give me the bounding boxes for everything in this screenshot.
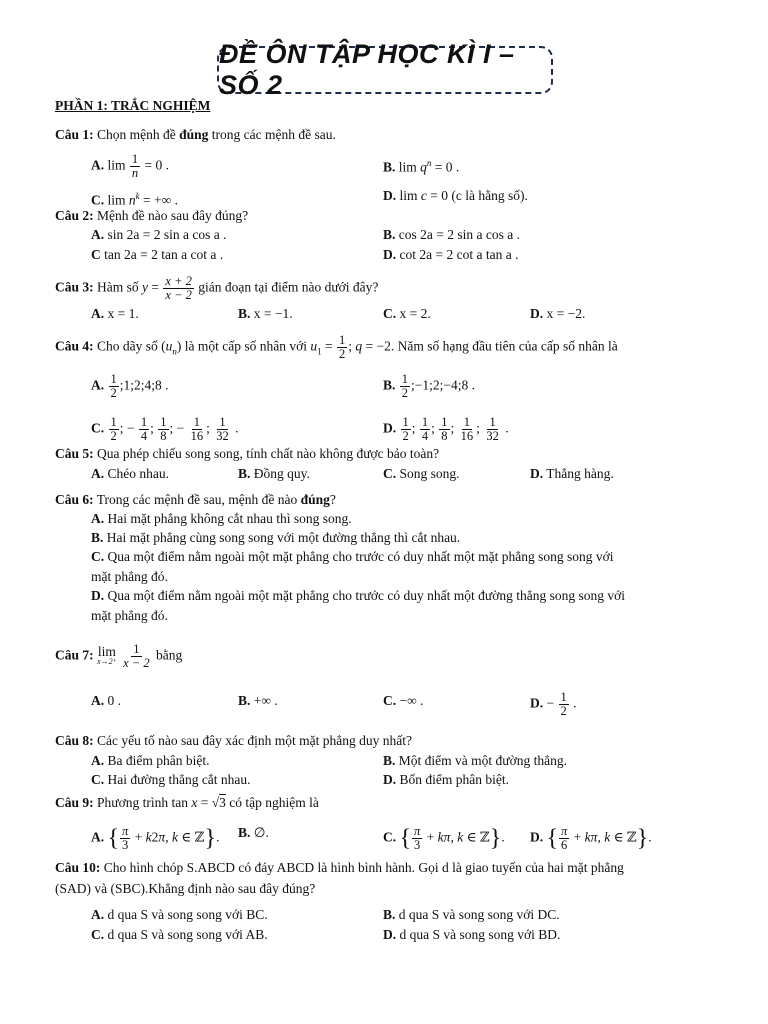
q3-option-c: C. x = 2. (383, 306, 431, 321)
option-label: B. (383, 159, 396, 175)
part-heading: PHẦN 1: TRẮC NGHIỆM (55, 98, 211, 113)
q1-option-a: A. lim $\frac{1}{n}$ = 0 . (91, 152, 170, 180)
option-text: −∞ . (399, 693, 424, 708)
question-number: Câu 3: (55, 279, 94, 295)
option-text: +∞ . (253, 693, 278, 708)
option-text: Qua một điểm nằm ngoài một mặt phẳng cho trước có duy nhất một mặt phẳng song song với (107, 549, 614, 564)
q8-option-d: D. Bốn điểm phân biệt. (383, 772, 509, 787)
option-text: x = −2. (546, 306, 586, 321)
q5-option-b: B. Đồng quy. (238, 466, 310, 481)
option-text: Song song. (399, 466, 460, 481)
q6-option-d: D. Qua một điểm nằm ngoài một mặt phẳng cho trước có duy nhất một đường thẳng song song với (91, 588, 625, 603)
q9-option-a: A. { $\frac{\pi}{3}$ + k2π, k ∈ ℤ}. (91, 824, 220, 852)
q8-option-c: C. Hai đường thẳng cắt nhau. (91, 772, 251, 787)
question-2 (55, 208, 248, 224)
question-text: trong các mệnh đề sau. (208, 127, 336, 142)
question-1 (55, 127, 336, 143)
q10-option-a: A. d qua S và song song với BC. (91, 907, 268, 922)
option-text: d qua S và song song với BC. (107, 907, 268, 922)
q6-option-c-cont: mặt phẳng đó. (91, 569, 168, 584)
question-text: Cho dãy số (97, 338, 158, 354)
q7-option-d: D. − $\frac{1}{2}$ . (530, 690, 577, 718)
option-label: A. (91, 157, 105, 173)
q9-option-d: D. { $\frac{\pi}{6}$ + kπ, k ∈ ℤ}. (530, 824, 652, 852)
q1-option-b: B. $\lim q^n = 0$ . (383, 158, 460, 175)
option-text: Hai mặt phẳng không cắt nhau thì song song. (107, 511, 352, 526)
question-7 (55, 643, 182, 670)
option-text: x = 1. (107, 306, 139, 321)
q6-option-d-cont: mặt phẳng đó. (91, 608, 168, 623)
q7-option-b: B. +∞ . (238, 693, 278, 708)
q2-option-c: C tan 2a = 2 tan a cot a . (91, 247, 224, 262)
option-text: cot 2a = 2 cot a tan a . (399, 247, 519, 262)
q5-option-d: D. Thẳng hàng. (530, 466, 614, 481)
question-text: ? (329, 492, 336, 507)
option-text: x = −1. (253, 306, 293, 321)
question-text: Qua phép chiếu song song, tính chất nào không được bảo toàn? (97, 446, 440, 461)
option-label: D. (383, 188, 397, 203)
option-text: d qua S và song song với BD. (399, 927, 561, 942)
question-emphasis: đúng (300, 492, 330, 507)
option-text: Hai đường thẳng cắt nhau. (107, 772, 251, 787)
q2-option-b: B. cos 2a = 2 sin a cos a . (383, 227, 520, 242)
q4-option-d: D. $\frac{1}{2}$ ; $\frac{1}{4}$ ; $\frac{1}{8}$ ; $\frac{1}{16}$ ; $\frac{1}{32}$ . (383, 415, 509, 443)
fraction: $\frac{x + 2}{x - 2}$ (165, 274, 192, 302)
q9-option-b: B. ∅. (238, 825, 269, 840)
q3-option-b: B. x = −1. (238, 306, 293, 321)
option-text: Hai mặt phẳng cùng song song với một đường thẳng thì cắt nhau. (106, 530, 461, 545)
question-3: Câu 3: Hàm số y = $\frac{x + 2}{x - 2}$ gián đoạn tại điểm nào dưới đây? (55, 274, 379, 302)
option-text: Một điểm và một đường thẳng. (398, 753, 567, 768)
q7-option-a: A. 0 . (91, 693, 121, 708)
question-text: Hàm số (97, 279, 139, 295)
option-text: d qua S và song song với AB. (107, 927, 268, 942)
question-text: là một cấp số nhân với (184, 338, 308, 354)
option-text: ∅. (253, 825, 269, 840)
option-text: Đồng quy. (253, 466, 310, 481)
q5-option-c: C. Song song. (383, 466, 460, 481)
question-number: Câu 7: (55, 647, 94, 663)
option-text: Ba điểm phân biệt. (107, 753, 210, 768)
q6-option-a: A. Hai mặt phẳng không cắt nhau thì song song. (91, 511, 352, 526)
option-text: ;1;2;4;8 . (119, 377, 169, 393)
q9-option-c: C. { $\frac{\pi}{3}$ + kπ, k ∈ ℤ}. (383, 824, 505, 852)
option-text: x = 2. (399, 306, 431, 321)
fraction: $\frac{1}{2}$ (339, 333, 346, 361)
q4-option-c: C. $\frac{1}{2}$ ; − $\frac{1}{4}$ ; $\frac{1}{8}$ ; − $\frac{1}{16}$ ; $\frac{1}{32}$ . (91, 415, 239, 443)
title-box (217, 39, 553, 100)
q6-option-b: B. Hai mặt phẳng cùng song song với một đường thẳng thì cắt nhau. (91, 530, 461, 545)
q3-option-d: D. x = −2. (530, 306, 586, 321)
q8-option-a: A. Ba điểm phân biệt. (91, 753, 210, 768)
q2-option-a: A. sin 2a = 2 sin a cos a . (91, 227, 227, 242)
question-10-cont: (SAD) và (SBC).Khẳng định nào sau đây đúng? (55, 881, 316, 896)
fraction: $\frac{1}{n}$ (131, 152, 139, 180)
question-text: Trong các mệnh đề sau, mệnh đề nào (96, 492, 301, 507)
option-text: Thẳng hàng. (546, 466, 614, 481)
q10-option-c: C. d qua S và song song với AB. (91, 927, 268, 942)
option-text: Chéo nhau. (107, 466, 169, 481)
question-number: Câu 6: (55, 492, 94, 507)
question-text: có tập nghiệm là (229, 795, 319, 810)
question-number: Câu 2: (55, 208, 94, 223)
question-6 (55, 492, 336, 508)
question-number: Câu 8: (55, 733, 94, 748)
question-emphasis: đúng (179, 127, 209, 142)
option-text: ;−1;2;−4;8 . (411, 377, 475, 393)
option-text: sin 2a = 2 sin a cos a . (107, 227, 227, 242)
question-text: Chọn mệnh đề (97, 127, 180, 142)
question-number: Câu 1: (55, 127, 94, 142)
q2-option-d: D. cot 2a = 2 cot a tan a . (383, 247, 519, 262)
q10-option-d: D. d qua S và song song với BD. (383, 927, 561, 942)
question-text: bằng (156, 647, 183, 663)
q6-option-c: C. Qua một điểm nằm ngoài một mặt phẳng cho trước có duy nhất một mặt phẳng song song với (91, 549, 614, 564)
q4-option-a: A. $\frac{1}{2}$ ;1;2;4;8 . (91, 372, 169, 400)
option-text: cos 2a = 2 sin a cos a . (398, 227, 520, 242)
question-4: Câu 4: Cho dãy số $(u_n)$ là một cấp số nhân với $u_1$ = $\frac{1}{2}$ ; q = −2. Năm số hạng đầu tiên của cấp số nhân là (55, 333, 618, 361)
option-text: 0 . (107, 693, 121, 708)
limit-expression: lim x→2⁺ (97, 643, 117, 666)
q1-option-c: C. $\lim n^k$ = +∞ . (91, 191, 178, 208)
q8-option-b: B. Một điểm và một đường thẳng. (383, 753, 567, 768)
question-number: Câu 9: (55, 795, 94, 810)
question-text: . Năm số hạng đầu tiên của cấp số nhân là (390, 338, 618, 354)
q10-option-b: B. d qua S và song song với DC. (383, 907, 560, 922)
question-number: Câu 10: (55, 860, 101, 875)
question-number: Câu 5: (55, 446, 94, 461)
q4-option-b: B. $\frac{1}{2}$ ;−1;2;−4;8 . (383, 372, 475, 400)
question-text: Phương trình (97, 795, 169, 810)
page-title: ĐỀ ÔN TẬP HỌC KÌ I – SỐ 2 (219, 39, 515, 100)
option-text: d qua S và song song với DC. (398, 907, 560, 922)
option-label: C. (91, 192, 105, 208)
question-10 (55, 860, 624, 876)
fraction: $\frac{1}{x - 2}$ (123, 642, 150, 670)
question-5 (55, 446, 439, 462)
question-8 (55, 733, 412, 749)
question-number: Câu 4: (55, 338, 94, 354)
question-text: gián đoạn tại điểm nào dưới đây? (198, 279, 379, 295)
q7-option-c: C. −∞ . (383, 693, 424, 708)
option-text: tan 2a = 2 tan a cot a . (104, 247, 224, 262)
option-text: Qua một điểm nằm ngoài một mặt phẳng cho trước có duy nhất một đường thẳng song song với (107, 588, 625, 603)
option-note: (c là hằng số). (451, 188, 528, 203)
question-text: Cho hình chóp S.ABCD có đáy ABCD là hình bình hành. Gọi d là giao tuyến của hai mặt phẳng (103, 860, 624, 875)
question-text: Mệnh đề nào sau đây đúng? (97, 208, 249, 223)
q3-option-a: A. x = 1. (91, 306, 139, 321)
q1-option-d: D. lim c = 0 (c là hằng số). (383, 188, 528, 203)
q5-option-a: A. Chéo nhau. (91, 466, 169, 481)
question-9: Câu 9: Phương trình tan x = √3 có tập nghiệm là (55, 795, 319, 810)
option-text: Bốn điểm phân biệt. (399, 772, 509, 787)
question-text: Các yếu tố nào sau đây xác định một mặt phẳng duy nhất? (97, 733, 412, 748)
